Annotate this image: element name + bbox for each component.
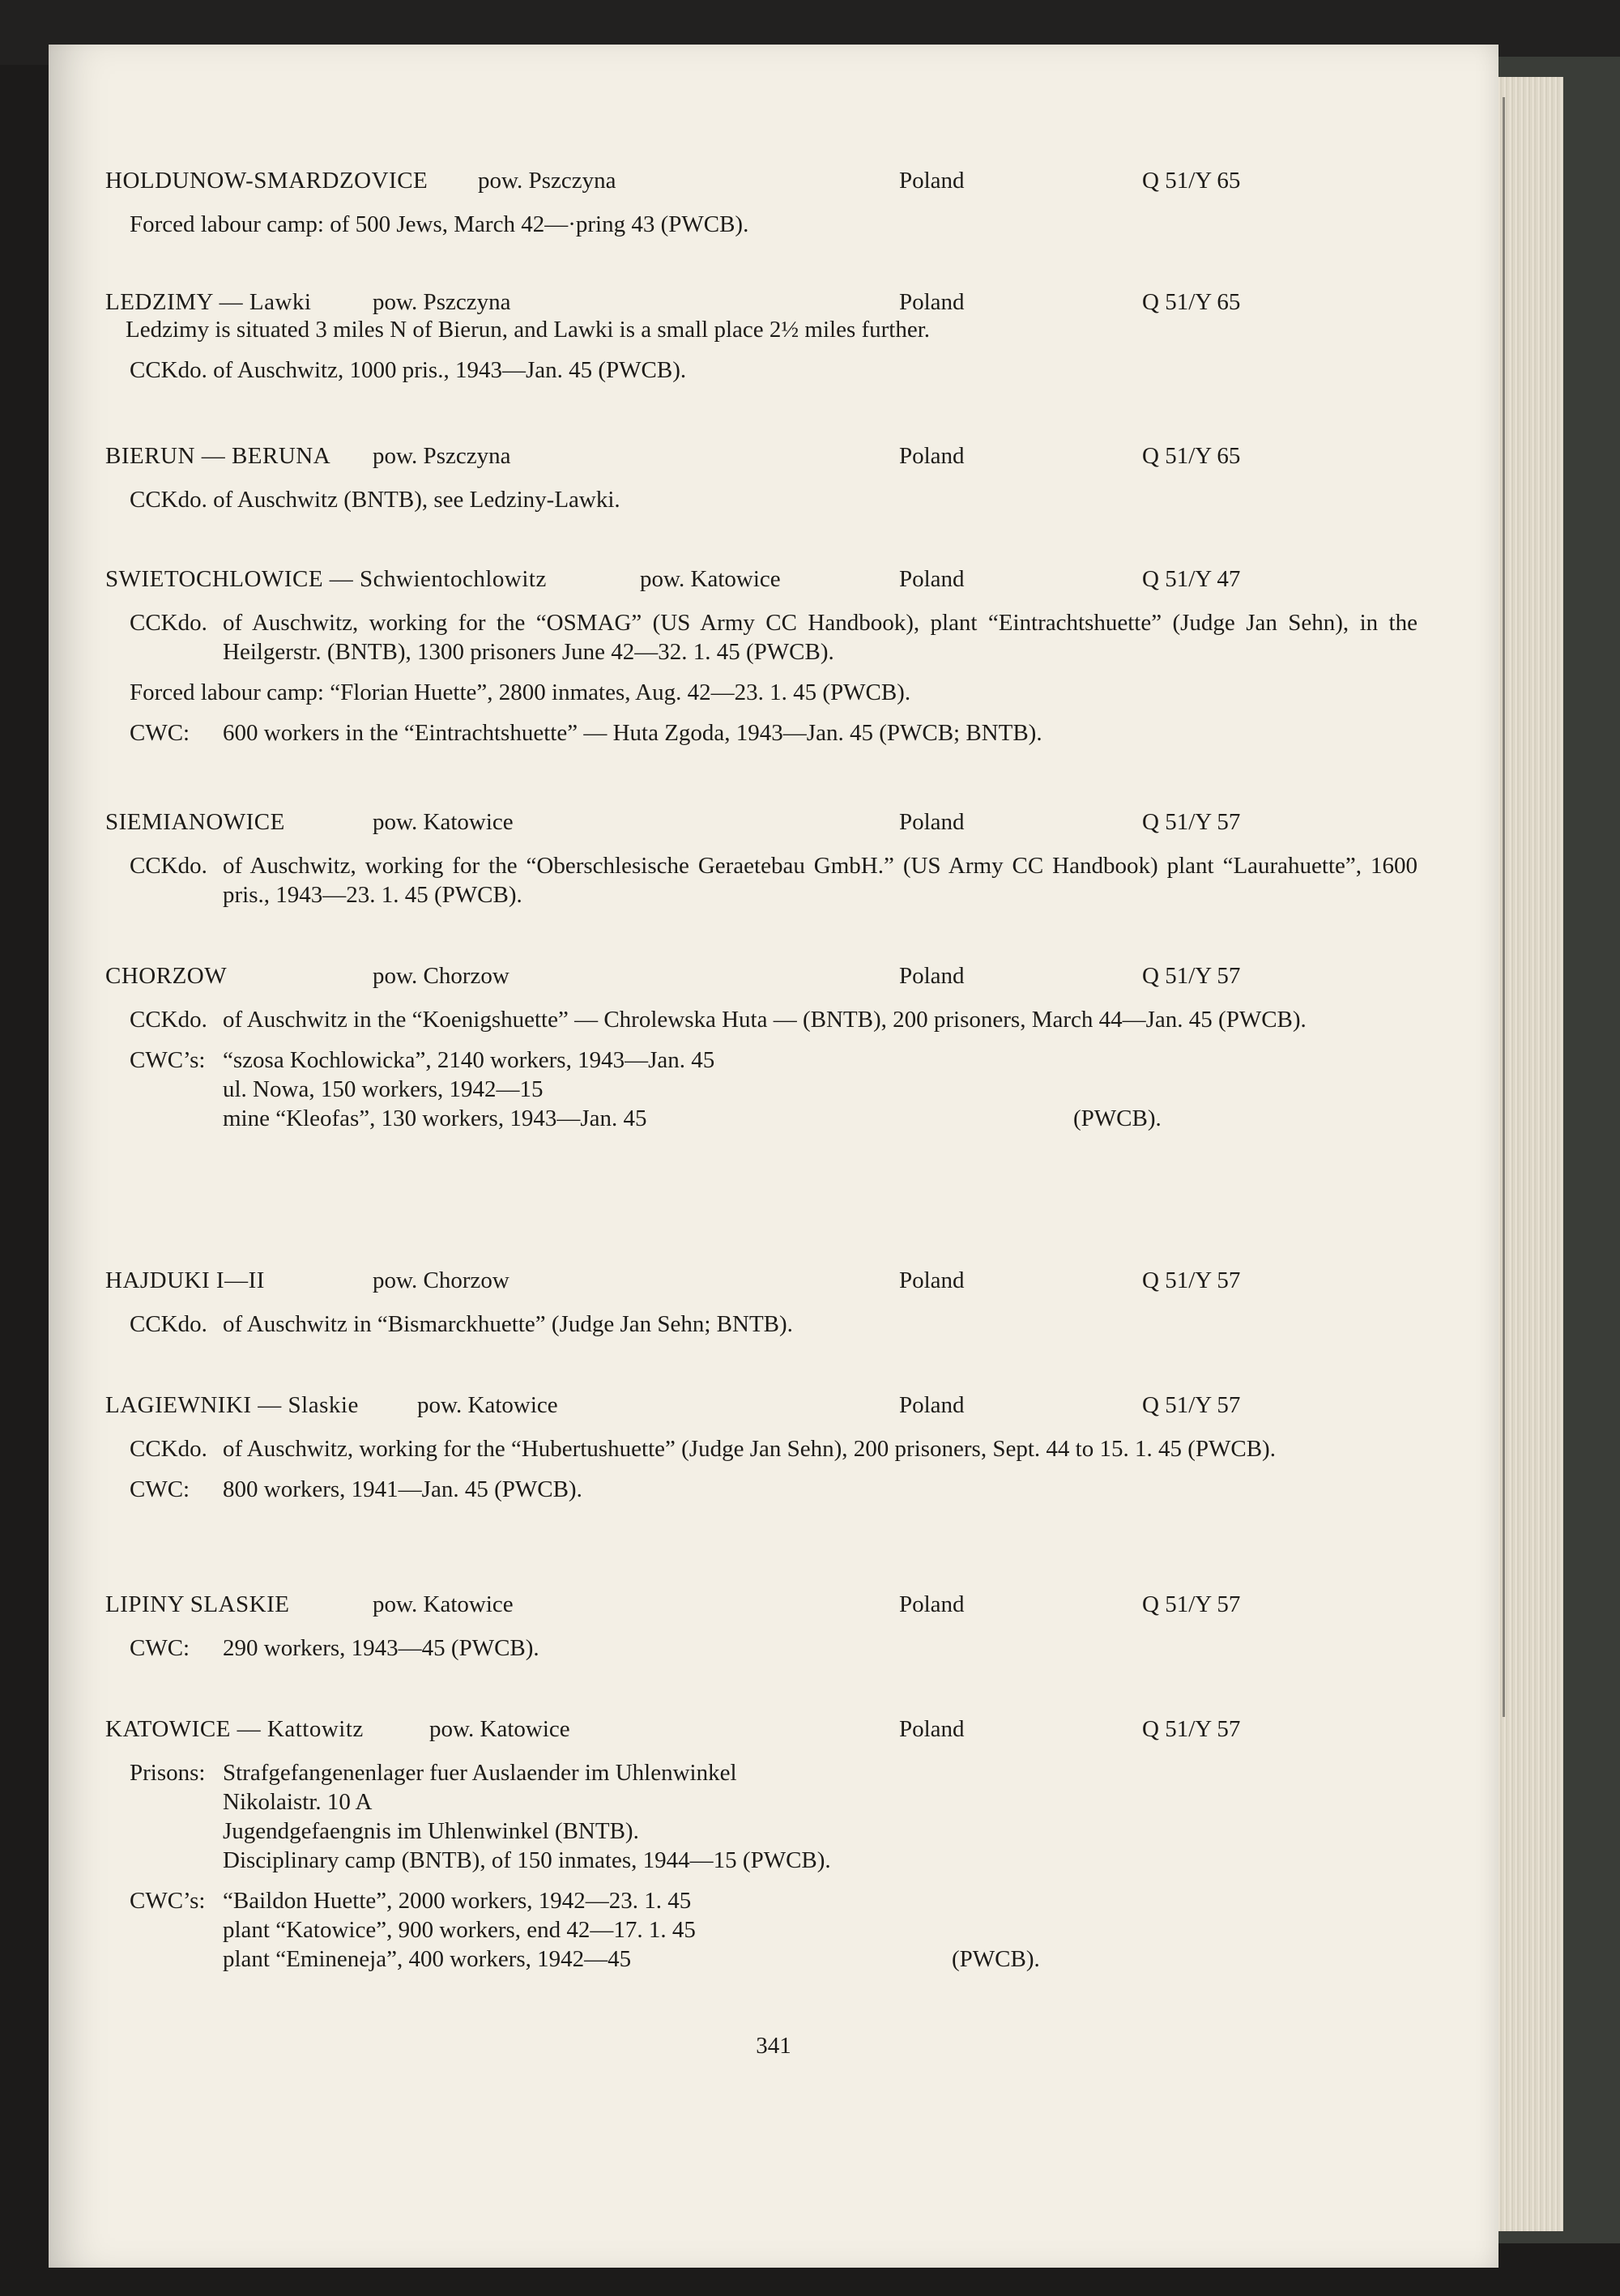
entry-country: Poland: [899, 1392, 965, 1418]
entry-district: pow. Katowice: [640, 566, 781, 592]
entry-name: HOLDUNOW-SMARDZOVICE: [105, 168, 428, 194]
cwc-reference: (PWCB).: [952, 1946, 1040, 1972]
entry-country: Poland: [899, 1267, 965, 1293]
entry-line: of Auschwitz in the “Koenigshuette” — Chrolewska Huta — (BNTB), 200 prisoners, March 44—Jan. 45 (PWCB).: [223, 1007, 1307, 1033]
entry-district: pow. Katowice: [373, 809, 514, 835]
page-number: 341: [756, 2033, 791, 2059]
cwc-item: plant “Katowice”, 900 workers, end 42—17. 1. 45: [223, 1917, 696, 1943]
line-label: CWC’s:: [130, 1047, 206, 1073]
entry-name: SIEMIANOWICE: [105, 809, 285, 835]
line-label: CCKdo.: [130, 610, 207, 636]
entry-grid-ref: Q 51/Y 65: [1142, 289, 1241, 315]
entry-name: HAJDUKI I—II: [105, 1267, 265, 1293]
line-label: CCKdo.: [130, 853, 207, 879]
line-label: CWC:: [130, 720, 190, 746]
cwc-item: mine “Kleofas”, 130 workers, 1943—Jan. 45: [223, 1105, 647, 1131]
cwc-item: “Baildon Huette”, 2000 workers, 1942—23. 1. 45: [223, 1888, 692, 1914]
entry-district: pow. Katowice: [373, 1591, 514, 1617]
cwc-item: plant “Emineneja”, 400 workers, 1942—45: [223, 1946, 632, 1972]
entry-grid-ref: Q 51/Y 65: [1142, 168, 1241, 194]
prison-item: Nikolaistr. 10 A: [223, 1789, 373, 1815]
entry-grid-ref: Q 51/Y 57: [1142, 809, 1241, 835]
entry-grid-ref: Q 51/Y 47: [1142, 566, 1241, 592]
line-label: CCKdo.: [130, 1311, 207, 1337]
entry-name: LEDZIMY — Lawki: [105, 289, 312, 315]
entry-country: Poland: [899, 168, 965, 194]
gutter-line: [1503, 97, 1505, 1717]
entry-line: Forced labour camp: of 500 Jews, March 42—·pring 43 (PWCB).: [130, 211, 749, 237]
entry-line: Forced labour camp: “Florian Huette”, 2800 inmates, Aug. 42—23. 1. 45 (PWCB).: [130, 679, 911, 705]
entry-district: pow. Pszczyna: [478, 168, 616, 194]
book-page: [49, 45, 1498, 2268]
entry-district: pow. Pszczyna: [373, 289, 511, 315]
cwc-item: “szosa Kochlowicka”, 2140 workers, 1943—Jan. 45: [223, 1047, 715, 1073]
entry-swietochlowice: [105, 564, 1418, 748]
entry-country: Poland: [899, 566, 965, 592]
entry-name: LIPINY SLASKIE: [105, 1591, 290, 1617]
line-label: CWC:: [130, 1635, 190, 1661]
entry-bierun: [105, 441, 1418, 514]
entry-grid-ref: Q 51/Y 57: [1142, 1591, 1241, 1617]
entry-line: CCKdo. of Auschwitz (BNTB), see Ledziny-Lawki.: [130, 487, 620, 513]
entry-country: Poland: [899, 963, 965, 989]
entry-note: Ledzimy is situated 3 miles N of Bierun, and Lawki is a small place 2½ miles further.: [126, 317, 931, 343]
prison-item: Jugendgefaengnis im Uhlenwinkel (BNTB).: [223, 1818, 639, 1844]
line-label: CWC’s:: [130, 1888, 206, 1914]
entry-ledzimy: [105, 288, 1418, 385]
line-label: CCKdo.: [130, 1007, 207, 1033]
entries-container: [49, 45, 1498, 2268]
entry-grid-ref: Q 51/Y 57: [1142, 1267, 1241, 1293]
entry-district: pow. Katowice: [417, 1392, 558, 1418]
entry-grid-ref: Q 51/Y 57: [1142, 963, 1241, 989]
entry-line: 800 workers, 1941—Jan. 45 (PWCB).: [223, 1476, 582, 1502]
entry-line: 600 workers in the “Eintrachtshuette” — Huta Zgoda, 1943—Jan. 45 (PWCB; BNTB).: [223, 720, 1042, 746]
prison-item: Strafgefangenenlager fuer Auslaender im Uhlenwinkel: [223, 1760, 737, 1786]
entry-country: Poland: [899, 1591, 965, 1617]
entry-hajduki: [105, 1266, 1418, 1339]
entry-line: of Auschwitz, working for the “Hubertushuette” (Judge Jan Sehn), 200 prisoners, Sept. 44 to 15. 1. 45 (PWCB).: [223, 1436, 1276, 1462]
entry-country: Poland: [899, 1716, 965, 1742]
entry-line: 290 workers, 1943—45 (PWCB).: [223, 1635, 539, 1661]
line-label: Prisons:: [130, 1760, 206, 1786]
entry-district: pow. Chorzow: [373, 1267, 509, 1293]
cwc-item: ul. Nowa, 150 workers, 1942—15: [223, 1076, 544, 1102]
line-label: CCKdo.: [130, 1436, 207, 1462]
entry-grid-ref: Q 51/Y 57: [1142, 1716, 1241, 1742]
entry-country: Poland: [899, 809, 965, 835]
entry-line: of Auschwitz, working for the “Oberschlesische Geraetebau GmbH.” (US Army CC Handbook) plant “Laurahuette”, 1600 pris., 1943—23. 1. 45 (PWCB).: [223, 853, 1418, 908]
entry-district: pow. Chorzow: [373, 963, 509, 989]
entry-holdunow: [105, 166, 1418, 239]
entry-katowice: [105, 1715, 1418, 1974]
entry-line: of Auschwitz in “Bismarckhuette” (Judge Jan Sehn; BNTB).: [223, 1311, 793, 1337]
entry-name: LAGIEWNIKI — Slaskie: [105, 1392, 359, 1418]
entry-name: KATOWICE — Kattowitz: [105, 1716, 364, 1742]
entry-name: SWIETOCHLOWICE — Schwientochlowitz: [105, 566, 547, 592]
entry-chorzow: [105, 961, 1418, 1133]
entry-country: Poland: [899, 443, 965, 469]
cwc-reference: (PWCB).: [1073, 1105, 1162, 1131]
entry-grid-ref: Q 51/Y 65: [1142, 443, 1241, 469]
entry-district: pow. Pszczyna: [373, 443, 511, 469]
entry-line: CCKdo. of Auschwitz, 1000 pris., 1943—Jan. 45 (PWCB).: [130, 357, 687, 383]
entry-country: Poland: [899, 289, 965, 315]
entry-siemianowice: [105, 807, 1418, 909]
entry-line: of Auschwitz, working for the “OSMAG” (US Army CC Handbook), plant “Eintrachtshuette” (Judge Jan Sehn), in the Heilgerstr. (BNTB), 1300 prisoners June 42—32. 1. 45 (PWCB).: [223, 610, 1418, 665]
prison-item: Disciplinary camp (BNTB), of 150 inmates, 1944—15 (PWCB).: [223, 1847, 831, 1873]
entry-district: pow. Katowice: [429, 1716, 570, 1742]
entry-lipiny-slaskie: [105, 1590, 1418, 1663]
entry-name: CHORZOW: [105, 963, 228, 989]
line-label: CWC:: [130, 1476, 190, 1502]
entry-lagiewniki: [105, 1391, 1418, 1504]
entry-name: BIERUN — BERUNA: [105, 443, 331, 469]
entry-grid-ref: Q 51/Y 57: [1142, 1392, 1241, 1418]
